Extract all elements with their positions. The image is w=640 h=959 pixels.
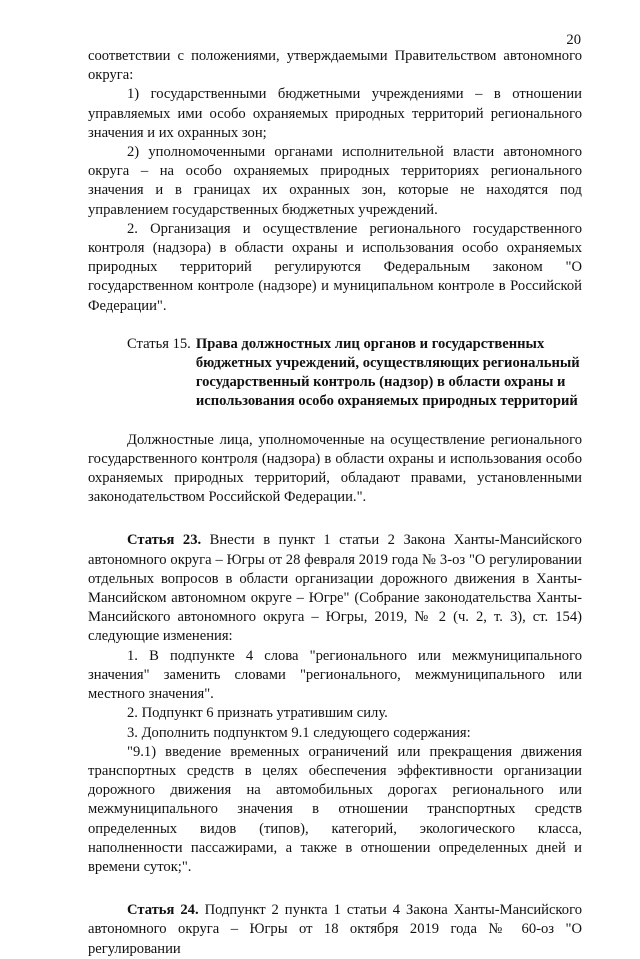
article-23-paragraph <box>88 531 582 646</box>
article-23-label: Статья 23. <box>127 532 202 549</box>
article-23-item-1: 1. В подпункте 4 слова "регионального или межмуниципального значения" заменить словами "регионального, межмуниципального или местного значения". <box>88 647 582 703</box>
list-item-1: 1) государственными бюджетными учреждениями – в отношении управляемых ими особо охраняемых природных территорий регионального значения и их охранных зон; <box>88 86 582 141</box>
paragraph-continuation: соответствии с положениями, утверждаемыми Правительством автономного округа: <box>88 48 582 84</box>
article-23-item-2: 2. Подпункт 6 признать утратившим силу. <box>127 705 388 722</box>
article-15-text: Должностные лица, уполномоченные на осуществление регионального государственного контроля (надзора) в области охраны и использования особо охраняемых природных территорий, обладают правами, установленными законодательством Российской Федерации.". <box>88 431 582 506</box>
page-number: 20 <box>566 32 581 48</box>
article-15-title: Права должностных лиц органов и государственных бюджетных учреждений, осуществляющих региональный государственный контроль (надзор) в области охраны и использования особо охраняемых природных территорий <box>195 335 580 410</box>
article-24-paragraph <box>88 901 582 959</box>
article-24-text: Подпункт 2 пункта 1 статьи 4 Закона Ханты-Мансийского автономного округа – Югры от 18 октября 2019 года № 60-оз "О регулировании <box>88 902 582 957</box>
article-23-item-3: 3. Дополнить подпунктом 9.1 следующего содержания: <box>127 724 471 741</box>
article-15-label: Статья 15. <box>127 335 191 352</box>
list-item-2: 2) уполномоченными органами исполнительной власти автономного округа – на особо охраняемых природных территориях регионального значения и в границах их охранных зон, которые не находятся под управлением государственных бюджетных учреждений. <box>88 144 582 218</box>
article-23-text: Внести в пункт 1 статьи 2 Закона Ханты-Мансийского автономного округа – Югры от 28 февраля 2019 года № 3-оз "О регулировании отдельных вопросов в области организации дорожного движения в Ханты-Мансийском автономном округе – Югре" (Собрание законодательства Ханты-Мансийского автономного округа – Югры, 2019, № 2 (ч. 2, т. 3), ст. 154) следующие изменения: <box>88 532 582 645</box>
article-24-label: Статья 24. <box>127 902 199 919</box>
article-23-quote: "9.1) введение временных ограничений или прекращения движения транспортных средств в целях обеспечения эффективности организации дорожного движения на автомобильных дорогах регионального или межмуниципального значения в отношении транспортных средств определенных видов (типов), категорий, экологического класса, наполненности пассажирами, а также в отношении определенных дней и времени суток;". <box>88 743 582 875</box>
article-15-heading <box>127 335 582 412</box>
clause-2: 2. Организация и осуществление регионального государственного контроля (надзора) в области охраны и использования особо охраняемых природных территорий регулируются Федеральным законом "О государственном контроле (надзоре) и муниципальном контроле в Российской Федерации". <box>88 220 582 314</box>
document-body <box>88 47 582 959</box>
